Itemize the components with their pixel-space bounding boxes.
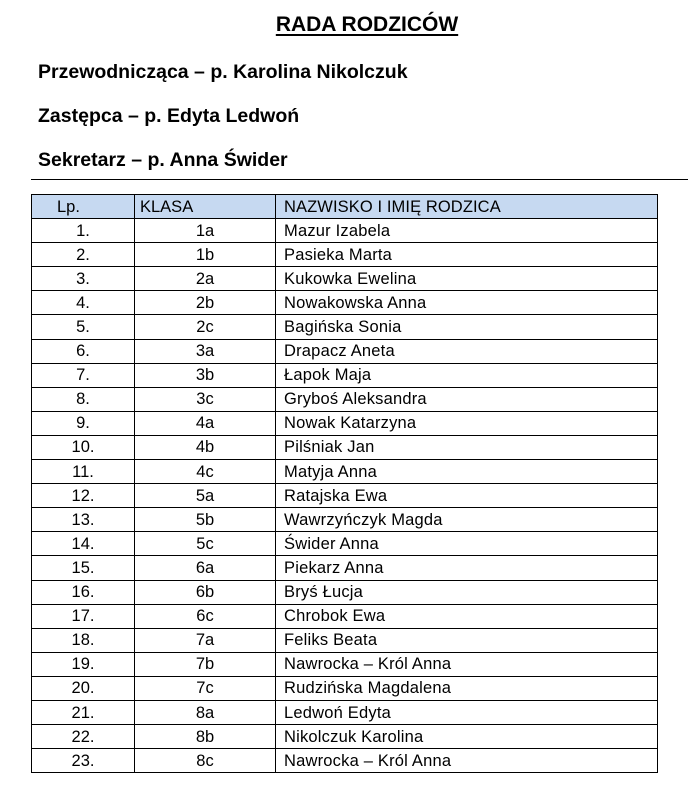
row-parent-name: Mazur Izabela [276,219,658,243]
table-row [32,628,658,652]
row-number: 3. [32,267,135,291]
table-row [32,339,658,363]
table-body [32,219,658,773]
table-row [32,460,658,484]
row-class: 5c [135,532,276,556]
row-parent-name: Ratajska Ewa [276,484,658,508]
row-number: 4. [32,291,135,315]
role-label: Przewodnicząca [38,61,189,83]
table-row [32,435,658,459]
role-secretary: Sekretarz – p. Anna Świder [38,149,288,171]
row-parent-name: Piekarz Anna [276,556,658,580]
row-number: 19. [32,652,135,676]
row-number: 15. [32,556,135,580]
row-class: 8b [135,725,276,749]
role-person: p. Karolina Nikolczuk [210,61,408,83]
table-row [32,700,658,724]
table-row [32,508,658,532]
row-class: 3a [135,339,276,363]
table-row [32,243,658,267]
row-parent-name: Gryboś Aleksandra [276,387,658,411]
row-class: 1a [135,219,276,243]
role-label: Zastępca [38,105,123,127]
table-row [32,219,658,243]
row-class: 2c [135,315,276,339]
table-row [32,363,658,387]
row-class: 8a [135,700,276,724]
row-class: 1b [135,243,276,267]
row-class: 8c [135,749,276,773]
row-number: 1. [32,219,135,243]
row-parent-name: Bryś Łucja [276,580,658,604]
row-parent-name: Nowak Katarzyna [276,411,658,435]
row-parent-name: Łapok Maja [276,363,658,387]
row-parent-name: Rudzińska Magdalena [276,676,658,700]
row-number: 22. [32,725,135,749]
table-row [32,676,658,700]
row-class: 7a [135,628,276,652]
row-number: 2. [32,243,135,267]
row-parent-name: Nawrocka – Król Anna [276,749,658,773]
row-class: 4a [135,411,276,435]
row-parent-name: Chrobok Ewa [276,604,658,628]
row-parent-name: Feliks Beata [276,628,658,652]
row-class: 2a [135,267,276,291]
parents-council-table [31,194,658,773]
table-row [32,291,658,315]
row-number: 10. [32,435,135,459]
row-number: 12. [32,484,135,508]
table-row [32,387,658,411]
row-class: 6b [135,580,276,604]
role-label: Sekretarz [38,149,126,171]
row-parent-name: Pasieka Marta [276,243,658,267]
row-class: 2b [135,291,276,315]
row-class: 3b [135,363,276,387]
row-number: 6. [32,339,135,363]
row-class: 4c [135,460,276,484]
row-number: 8. [32,387,135,411]
table-row [32,725,658,749]
column-header-class: KLASA [135,195,276,219]
row-class: 7b [135,652,276,676]
role-chairperson: Przewodnicząca – p. Karolina Nikolczuk [38,61,408,83]
row-number: 23. [32,749,135,773]
role-deputy: Zastępca – p. Edyta Ledwoń [38,105,300,127]
document-title: RADA RODZICÓW [275,13,459,36]
row-class: 6c [135,604,276,628]
table-row [32,556,658,580]
row-class: 6a [135,556,276,580]
role-person: p. Edyta Ledwoń [144,105,300,127]
row-class: 3c [135,387,276,411]
table-row [32,532,658,556]
row-class: 5b [135,508,276,532]
row-class: 4b [135,435,276,459]
row-parent-name: Pilśniak Jan [276,435,658,459]
column-header-lp: Lp. [32,195,135,219]
row-number: 14. [32,532,135,556]
table-header-row [32,195,658,219]
row-parent-name: Wawrzyńczyk Magda [276,508,658,532]
row-number: 5. [32,315,135,339]
row-number: 9. [32,411,135,435]
row-number: 18. [32,628,135,652]
row-parent-name: Nawrocka – Król Anna [276,652,658,676]
table-row [32,652,658,676]
table-row [32,580,658,604]
row-number: 16. [32,580,135,604]
row-number: 20. [32,676,135,700]
row-parent-name: Bagińska Sonia [276,315,658,339]
row-class: 7c [135,676,276,700]
row-parent-name: Świder Anna [276,532,658,556]
role-person: p. Anna Świder [147,149,288,171]
table-row [32,749,658,773]
table-row [32,484,658,508]
row-parent-name: Drapacz Aneta [276,339,658,363]
table-row [32,315,658,339]
row-number: 11. [32,460,135,484]
divider [31,179,688,180]
row-parent-name: Matyja Anna [276,460,658,484]
table-row [32,604,658,628]
row-number: 7. [32,363,135,387]
row-number: 21. [32,700,135,724]
row-parent-name: Nikolczuk Karolina [276,725,658,749]
row-number: 13. [32,508,135,532]
row-parent-name: Nowakowska Anna [276,291,658,315]
row-class: 5a [135,484,276,508]
column-header-parent-name: NAZWISKO I IMIĘ RODZICA [276,195,658,219]
table-row [32,411,658,435]
table-row [32,267,658,291]
row-parent-name: Kukowka Ewelina [276,267,658,291]
row-number: 17. [32,604,135,628]
row-parent-name: Ledwoń Edyta [276,700,658,724]
